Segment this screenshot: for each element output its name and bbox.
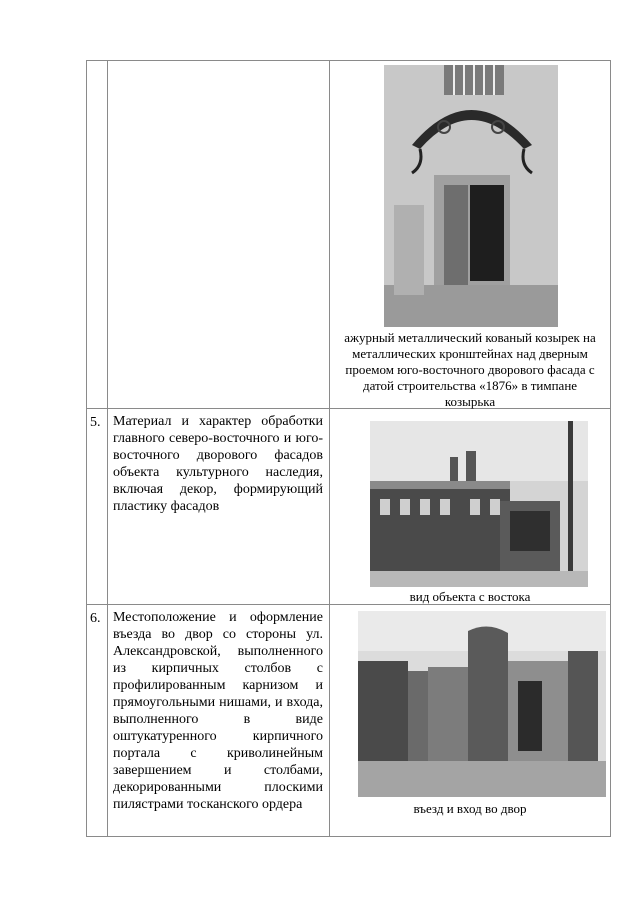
photo-cell: [330, 409, 611, 605]
table-row: [87, 605, 611, 837]
row-number: 5.: [87, 409, 108, 605]
photo-cell: [330, 61, 611, 409]
photo-caption: въезд и вход во двор: [413, 801, 527, 816]
photo-caption: ажурный металлический кованый козырек на металлических кронштейнах над дверным проемом юго-восточного дворового фасада с датой строительства «1876» в тимпане козырька: [344, 330, 596, 409]
porch-canopy-photo-icon: [384, 65, 558, 327]
photo-cell: [330, 605, 611, 837]
building-east-view-photo-icon: [370, 421, 588, 587]
row-number: 6.: [87, 605, 108, 837]
table-row: [87, 409, 611, 605]
row-number: [87, 61, 108, 409]
courtyard-gate-photo-icon: [358, 611, 606, 797]
row-description: Материал и характер обработки главного северо-восточного и юго-восточного дворового фасадов объекта культурного наследия, включая декор, формирующий пластику фасадов: [108, 409, 330, 605]
photo-caption: вид объекта с востока: [409, 589, 531, 604]
table-row: [87, 61, 611, 409]
protected-features-table: [86, 60, 611, 837]
row-description: [108, 61, 330, 409]
row-description: Местоположение и оформление въезда во двор со стороны ул. Александровской, выполненного из кирпичных столбов с профилированным карнизом и прямоугольными нишами, и входа, выполненного в виде оштукатуренного кирпичного портала с криволинейным завершением и столбами, декорированными плоскими пилястрами тосканского ордера: [108, 605, 330, 837]
